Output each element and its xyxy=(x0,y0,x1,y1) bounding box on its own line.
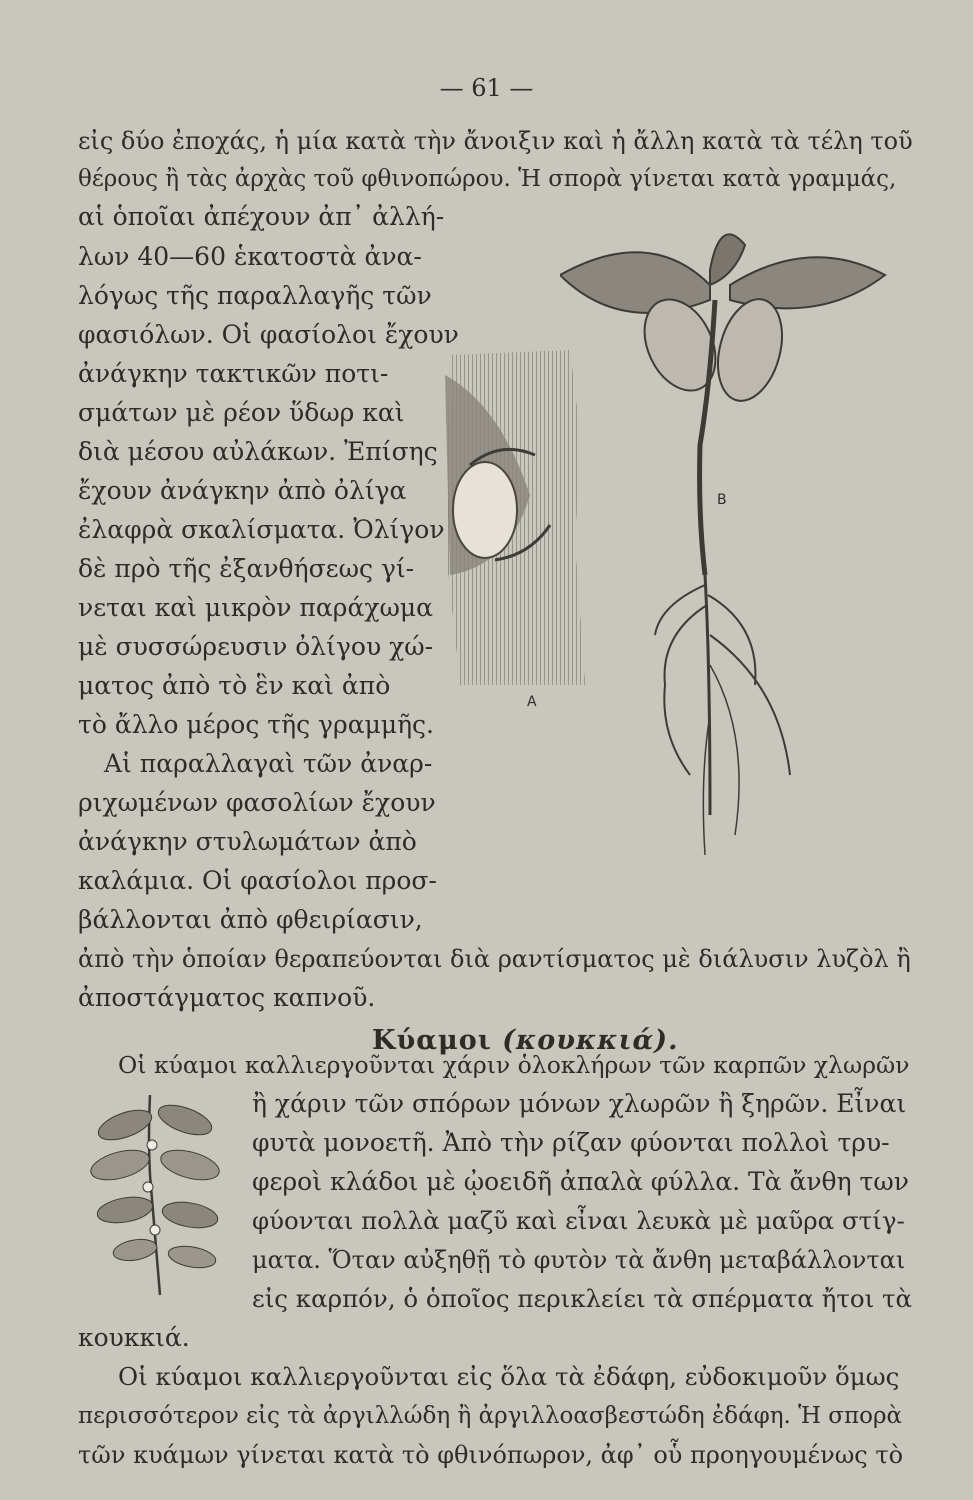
text-line: ματος ἀπὸ τὸ ἓν καὶ ἀπὸ xyxy=(78,671,391,700)
text-line: λων 40—60 ἑκατοστὰ ἀνα- xyxy=(78,242,422,271)
text-line: Οἱ κύαμοι καλλιεργοῦνται χάριν ὁλοκλήρων τῶν καρπῶν χλωρῶν xyxy=(118,1051,910,1079)
text-line: τῶν κυάμων γίνεται κατὰ τὸ φθινόπωρον, ἀφ᾽ οὗ προηγουμένως τὸ xyxy=(78,1441,904,1469)
text-line: δὲ πρὸ τῆς ἐξανθήσεως γί- xyxy=(78,554,415,583)
text-line: κουκκιά. xyxy=(78,1323,190,1352)
text-line: φύονται πολλὰ μαζῦ καὶ εἶναι λευκὰ μὲ μαῦρα στίγ- xyxy=(252,1206,905,1235)
text-line: ἀνάγκην τακτικῶν ποτι- xyxy=(78,359,389,388)
text-line: καλάμια. Οἱ φασίολοι προσ- xyxy=(78,866,437,895)
text-line: αἱ ὁποῖαι ἀπέχουν ἀπ᾽ ἀλλή- xyxy=(78,202,445,231)
text-line: ἀποστάγματος καπνοῦ. xyxy=(78,983,376,1012)
text-line: ματα. Ὅταν αὐξηθῇ τὸ φυτὸν τὰ ἄνθη μεταβάλλονται xyxy=(252,1246,906,1274)
text-line: διὰ μέσου αὐλάκων. Ἐπίσης xyxy=(78,437,438,466)
text-line: ἀνάγκην στυλωμάτων ἀπὸ xyxy=(78,827,417,856)
figure-label-b: B xyxy=(717,492,727,508)
text-line: ἀπὸ τὴν ὁποίαν θεραπεύονται διὰ ραντίσματος μὲ διάλυσιν λυζὸλ ἢ xyxy=(78,945,911,973)
text-line: φασιόλων. Οἱ φασίολοι ἔχουν xyxy=(78,320,459,349)
text-line: λόγως τῆς παραλλαγῆς τῶν xyxy=(78,281,432,310)
figure-label-a: A xyxy=(527,694,537,710)
section-title-paren: (κουκκιά). xyxy=(502,1025,679,1056)
text-line: φυτὰ μονοετῆ. Ἀπὸ τὴν ρίζαν φύονται πολλοὶ τρυ- xyxy=(252,1128,890,1157)
text-line: νεται καὶ μικρὸν παράχωμα xyxy=(78,593,433,622)
text-line: ἔχουν ἀνάγκην ἀπὸ ὀλίγα xyxy=(78,476,407,505)
text-line: μὲ συσσώρευσιν ὀλίγου χώ- xyxy=(78,632,434,661)
bean-plant-illustration xyxy=(560,215,900,880)
text-line: εἰς δύο ἐποχάς, ἡ μία κατὰ τὴν ἄνοιξιν καὶ ἡ ἄλλη κατὰ τὰ τέλη τοῦ xyxy=(78,127,913,155)
text-line: βάλλονται ἀπὸ φθειρίασιν, xyxy=(78,905,423,934)
broad-bean-sprig-illustration xyxy=(80,1085,240,1300)
text-line: ἢ χάριν τῶν σπόρων μόνων χλωρῶν ἢ ξηρῶν. Εἶναι xyxy=(252,1089,907,1118)
text-line: σμάτων μὲ ρέον ὕδωρ καὶ xyxy=(78,398,405,427)
text-line: εἰς καρπόν, ὁ ὁποῖος περικλείει τὰ σπέρματα ἤτοι τὰ xyxy=(252,1284,913,1313)
text-line: Οἱ κύαμοι καλλιεργοῦνται εἰς ὅλα τὰ ἐδάφη, εὐδοκιμοῦν ὅμως xyxy=(118,1362,900,1391)
text-line: περισσότερον εἰς τὰ ἀργιλλώδη ἢ ἀργιλλοασβεστώδη ἐδάφη. Ἡ σπορὰ xyxy=(78,1403,903,1429)
section-title-main: Κύαμοι xyxy=(372,1025,492,1056)
text-line: φεροὶ κλάδοι μὲ ᾠοειδῆ ἀπαλὰ φύλλα. Τὰ ἄνθη των xyxy=(252,1167,909,1196)
page-number: — 61 — xyxy=(439,74,534,102)
text-line: ἐλαφρὰ σκαλίσματα. Ὀλίγον xyxy=(78,515,445,544)
text-line: θέρους ἢ τὰς ἀρχὰς τοῦ φθινοπώρου. Ἡ σπορὰ γίνεται κατὰ γραμμάς, xyxy=(78,166,897,192)
text-line: τὸ ἄλλο μέρος τῆς γραμμῆς. xyxy=(78,710,434,739)
text-line: Αἱ παραλλαγαὶ τῶν ἀναρ- xyxy=(104,749,433,778)
text-line: ριχωμένων φασολίων ἔχουν xyxy=(78,788,436,817)
